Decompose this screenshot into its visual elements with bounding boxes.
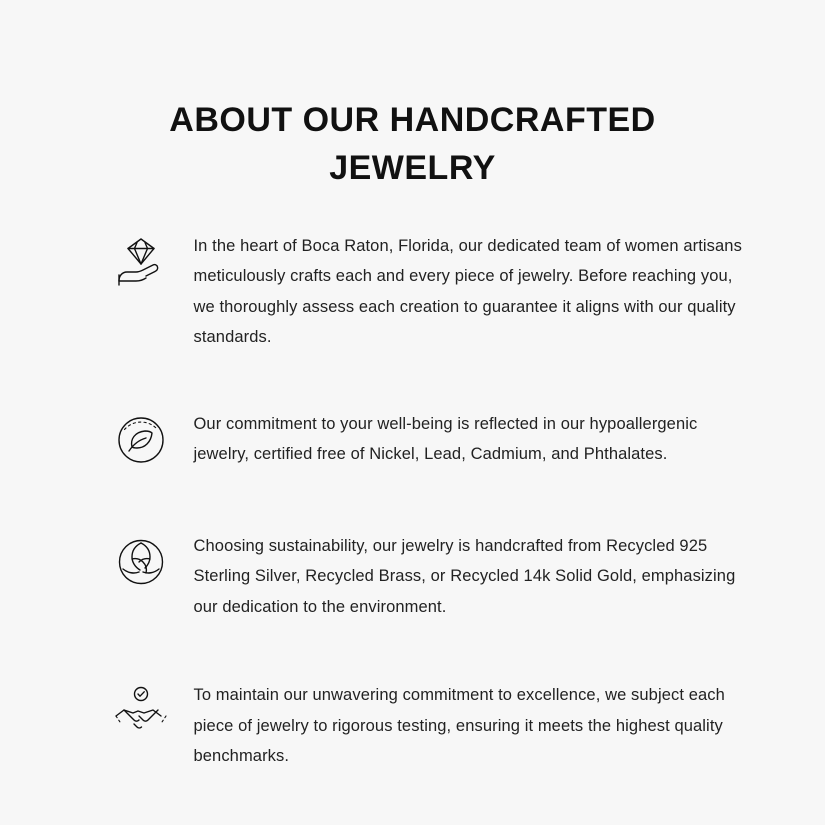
handshake-check-icon [110,680,172,742]
list-item [110,678,750,772]
feature-text: To maintain our unwavering commitment to excellence, we subject each piece of jewelry to rigorous testing, ensuring it meets the highest quality benchmarks. [193,686,725,766]
feature-text: In the heart of Boca Raton, Florida, our dedicated team of women artisans meticulously crafts each and every piece of jewelry. Before reaching you, we thoroughly assess each creation to guarantee it aligns with our quality standards. [193,236,742,347]
diamond-in-hand-icon [110,231,172,293]
feature-list [110,227,750,772]
hypoallergenic-leaf-badge-icon [110,409,172,471]
feature-text: Choosing sustainability, our jewelry is handcrafted from Recycled 925 Sterling Silver, Recycled Brass, or Recycled 14k Solid Gold, emphasizing our dedication to the environment. [193,536,736,616]
feature-text: Our commitment to your well-being is reflected in our hypoallergenic jewelry, certified free of Nickel, Lead, Cadmium, and Phthalates. [193,414,698,464]
list-item [110,407,750,471]
list-item [110,229,750,353]
list-item [110,529,750,623]
page-title: ABOUT OUR HANDCRAFTED JEWELRY [169,101,656,188]
recycle-leaves-icon [110,531,172,593]
